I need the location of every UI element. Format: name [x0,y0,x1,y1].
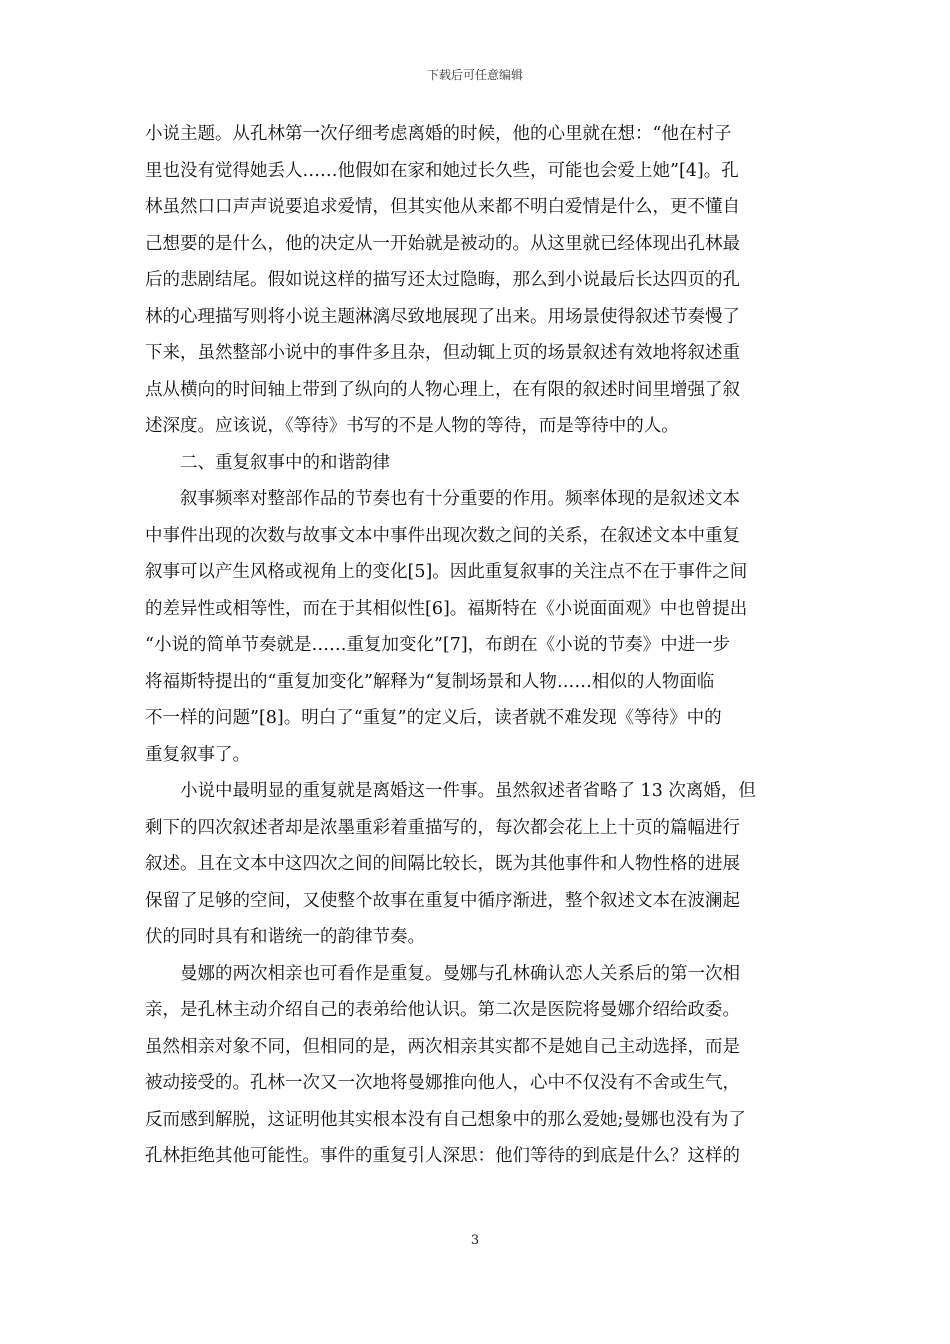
text-line: 后的悲剧结尾。假如说这样的描写还太过隐晦，那么到小说最后长达四页的孔 [145,270,740,290]
paragraph [145,116,807,445]
text-line: 保留了足够的空间，又使整个故事在重复中循序渐进，整个叙述文本在波澜起 [145,890,740,911]
text-line: 不一样的问题”[8]。明白了“重复”的定义后，读者就不难发现《等待》中的 [145,708,722,728]
page-number: 3 [470,1233,480,1248]
text-line: 己想要的是什么，他的决定从一开始就是被动的。从这里就已经体现出孔林最 [145,233,740,254]
paragraph [145,773,807,956]
text-line: 小说主题。从孔林第一次仔细考虑离婚的时候，他的心里就在想：“他在村子 [145,124,732,144]
text-line: 林的心理描写则将小说主题淋漓尽致地展现了出来。用场景使得叙述节奏慢了 [145,306,740,327]
text-line: 里也没有觉得她丢人……他假如在家和她过长久些，可能也会爱上她”[4]。孔 [145,160,739,181]
paragraph [145,481,807,773]
section-heading [145,445,807,482]
text-line: 的差异性或相等性，而在于其相似性[6]。福斯特在《小说面面观》中也曾提出 [145,598,748,619]
text-line: 中事件出现的次数与故事文本中事件出现次数之间的关系，在叙述文本中重复 [145,525,740,546]
text-line: 曼娜的两次相亲也可看作是重复。曼娜与孔林确认恋人关系后的第一次相 [180,963,740,984]
text-line: 孔林拒绝其他可能性。事件的重复引人深思：他们等待的到底是什么？这样的 [145,1146,740,1166]
page-header: 下载后可任意编辑 [426,68,523,82]
text-line: 被动接受的。孔林一次又一次地将曼娜推向他人，心中不仅没有不舍或生气， [145,1073,740,1093]
paragraph [145,956,807,1175]
text-line: 伏的同时具有和谐统一的韵律节奏。 [145,927,425,947]
text-line: 将福斯特提出的“重复加变化”解释为“复制场景和人物……相似的人物面临 [145,671,715,692]
text-line: 虽然相亲对象不同，但相同的是，两次相亲其实都不是她自己主动选择，而是 [145,1036,740,1057]
text-line: 叙述。且在文本中这四次之间的间隔比较长，既为其他事件和人物性格的进展 [145,854,740,874]
text-line: 亲，是孔林主动介绍自己的表弟给他认识。第二次是医院将曼娜介绍给政委。 [145,1000,740,1020]
text-line: 剩下的四次叙述者却是浓墨重彩着重描写的，每次都会花上上十页的篇幅进行 [145,817,740,838]
text-line: 重复叙事了。 [145,744,250,765]
text-line: 小说中最明显的重复就是离婚这一件事。虽然叙述者省略了 13 次离婚，但 [180,781,756,801]
text-line: 叙事频率对整部作品的节奏也有十分重要的作用。频率体现的是叙述文本 [180,489,740,509]
text-line: 林虽然口口声声说要追求爱情，但其实他从来都不明白爱情是什么，更不懂自 [145,197,740,217]
text-line: “小说的简单节奏就是……重复加变化”[7]，布朗在《小说的节奏》中进一步 [145,635,731,655]
text-line: 下来，虽然整部小说中的事件多且杂，但动辄上页的场景叙述有效地将叙述重 [145,343,740,363]
text-line: 二、重复叙事中的和谐韵律 [180,452,390,473]
text-line: 述深度。应该说，《等待》书写的不是人物的等待，而是等待中的人。 [145,416,679,436]
text-line: 点从横向的时间轴上带到了纵向的人物心理上，在有限的叙述时间里增强了叙 [145,379,740,400]
text-line: 叙事可以产生风格或视角上的变化[5]。因此重复叙事的关注点不在于事件之间 [145,562,748,582]
text-line: 反而感到解脱，这证明他其实根本没有自己想象中的那么爱她;曼娜也没有为了 [145,1109,746,1130]
body-text [145,116,807,1175]
